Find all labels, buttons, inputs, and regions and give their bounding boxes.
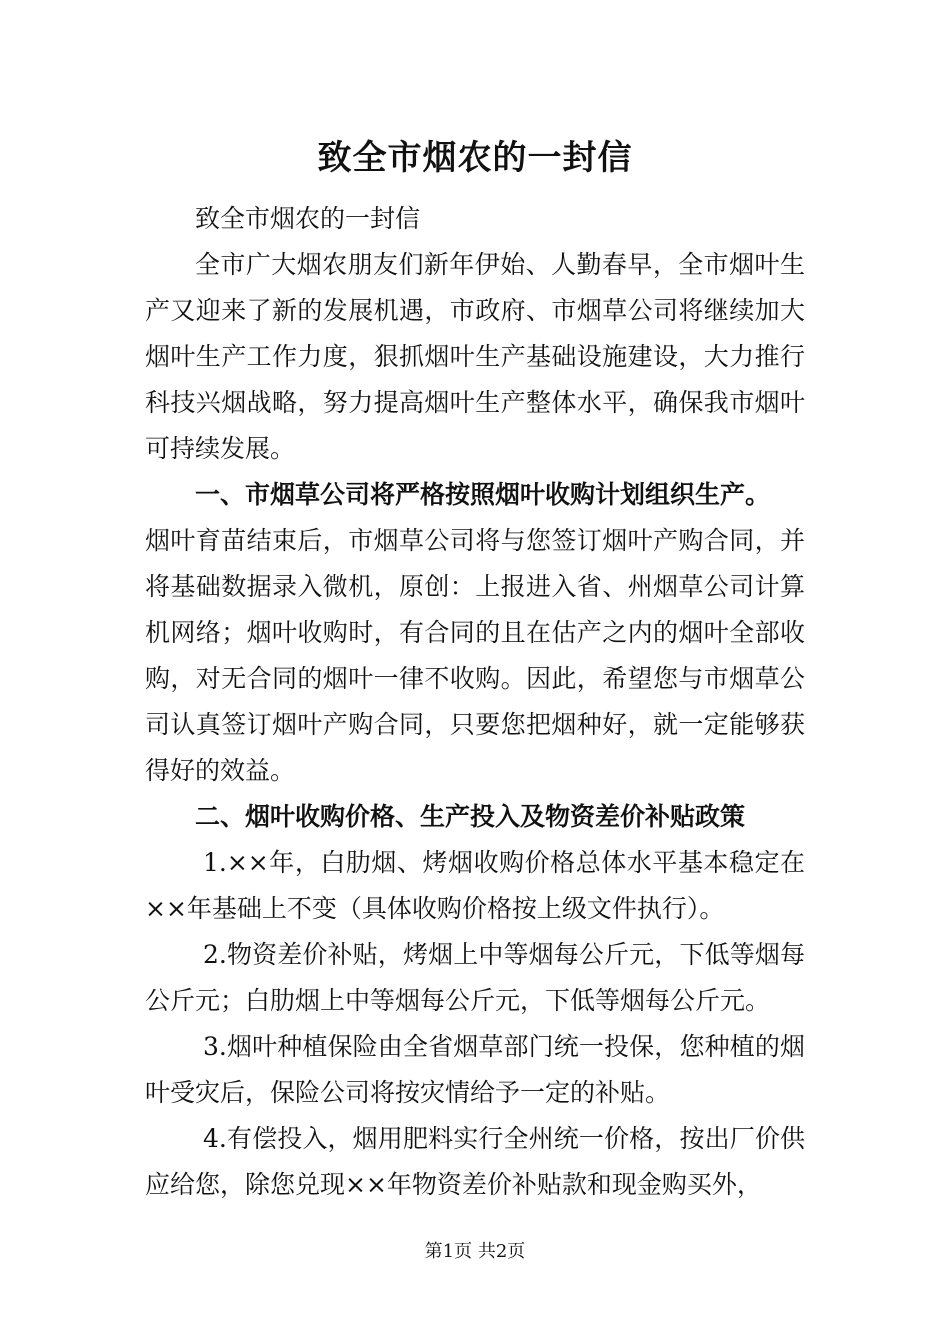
section-heading-two: 二、烟叶收购价格、生产投入及物资差价补贴政策 <box>195 802 746 831</box>
document-title: 致全市烟农的一封信 <box>317 138 633 178</box>
document-body <box>145 196 805 1208</box>
list-item-4: 4.有偿投入，烟用肥料实行全州统一价格，按出厂价供应给您，除您兑现××年物资差价补贴款和现金购买外， <box>145 1124 805 1199</box>
paragraph-section-one: 烟叶育苗结束后，市烟草公司将与您签订烟叶产购合同，并将基础数据录入微机，原创：上报进入省、州烟草公司计算机网络；烟叶收购时，有合同的且在估产之内的烟叶全部收购，对无合同的烟叶一律不收购。因此，希望您与市烟草公司认真签订烟叶产购合同，只要您把烟种好，就一定能够获得好的效益。 <box>145 526 805 785</box>
list-item-2: 2.物资差价补贴，烤烟上中等烟每公斤元，下低等烟每公斤元；白肋烟上中等烟每公斤元，下低等烟每公斤元。 <box>145 940 805 1015</box>
page-footer: 第1页 共2页 <box>424 1241 526 1262</box>
paragraph-letter-heading: 致全市烟农的一封信 <box>195 204 421 233</box>
paragraph-intro: 全市广大烟农朋友们新年伊始、人勤春早，全市烟叶生产又迎来了新的发展机遇，市政府、市烟草公司将继续加大烟叶生产工作力度，狠抓烟叶生产基础设施建设，大力推行科技兴烟战略，努力提高烟叶生产整体水平，确保我市烟叶可持续发展。 <box>145 250 805 463</box>
section-heading-one: 一、市烟草公司将严格按照烟叶收购计划组织生产。 <box>195 480 771 509</box>
list-item-1: 1.××年，白肋烟、烤烟收购价格总体水平基本稳定在××年基础上不变（具体收购价格按上级文件执行）。 <box>145 848 805 923</box>
list-item-3: 3.烟叶种植保险由全省烟草部门统一投保，您种植的烟叶受灾后，保险公司将按灾情给予一定的补贴。 <box>145 1032 805 1107</box>
